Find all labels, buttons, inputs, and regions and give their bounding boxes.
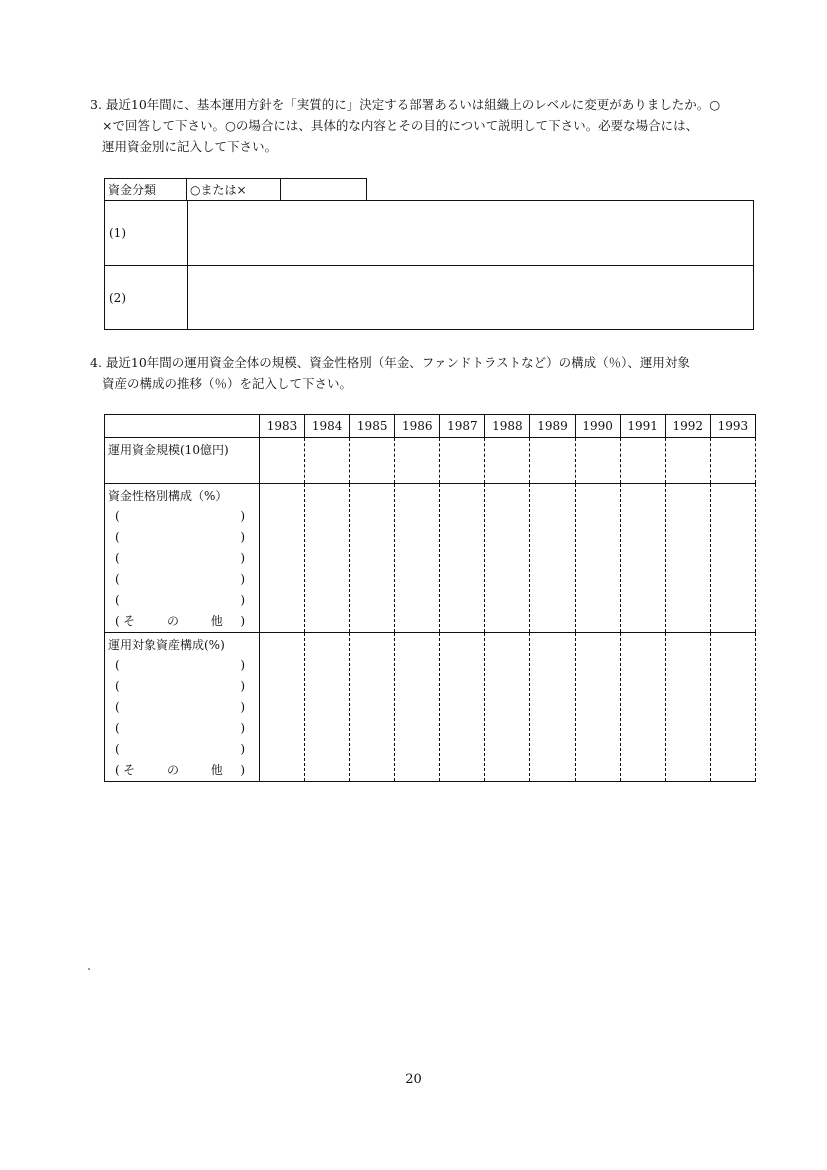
data-cell[interactable] bbox=[350, 438, 395, 484]
data-cell[interactable] bbox=[395, 633, 440, 782]
table2-year-row bbox=[105, 415, 756, 438]
year-header: 1985 bbox=[350, 415, 395, 438]
year-header: 1991 bbox=[620, 415, 665, 438]
asset-item: ( ) bbox=[115, 700, 245, 714]
question-4-line-2: 資産の構成の推移（％）を記入して下さい。 bbox=[102, 376, 353, 391]
data-cell[interactable] bbox=[305, 438, 350, 484]
data-cell[interactable] bbox=[350, 484, 395, 633]
table2-fund-type-row bbox=[105, 484, 756, 633]
year-header: 1990 bbox=[575, 415, 620, 438]
fund-type-item: ( ) bbox=[115, 551, 245, 565]
year-header: 1984 bbox=[305, 415, 350, 438]
page-number: 20 bbox=[405, 1072, 422, 1087]
table2-corner-cell bbox=[105, 415, 260, 438]
data-cell[interactable] bbox=[440, 484, 485, 633]
data-cell[interactable] bbox=[395, 438, 440, 484]
table-row bbox=[105, 201, 753, 265]
data-cell[interactable] bbox=[530, 438, 575, 484]
data-cell[interactable] bbox=[485, 633, 530, 782]
table-change-decision bbox=[104, 178, 754, 332]
question-4-line-1: 4. 最近10年間の運用資金全体の規模、資金性格別（年金、ファンドトラストなど）の構成（％）、運用対象 bbox=[90, 355, 690, 370]
table2-asset-row bbox=[105, 633, 756, 782]
question-3-line-3: 運用資金別に記入して下さい。 bbox=[102, 139, 278, 154]
scan-speck bbox=[88, 968, 90, 970]
table2-scale-row bbox=[105, 438, 756, 484]
table1-row-label: (1) bbox=[109, 226, 126, 240]
data-cell[interactable] bbox=[620, 484, 665, 633]
year-header: 1989 bbox=[530, 415, 575, 438]
question-4 bbox=[90, 352, 770, 394]
fund-type-item: ( ) bbox=[115, 530, 245, 544]
scale-label: 運用資金規模(10億円) bbox=[108, 443, 229, 457]
data-cell[interactable] bbox=[260, 484, 305, 633]
fund-type-item: ( ) bbox=[115, 593, 245, 607]
question-3-line-1: 3. 最近10年間に、基本運用方針を「実質的に」決定する部署あるいは組織上のレベルに変更がありましたか。○ bbox=[90, 97, 721, 112]
question-3-line-2: ×で回答して下さい。○の場合には、具体的な内容とその目的について説明して下さい。必要な場合には、 bbox=[102, 118, 699, 133]
data-cell[interactable] bbox=[620, 438, 665, 484]
table-fund-trend bbox=[104, 414, 756, 780]
table1-header bbox=[104, 178, 367, 201]
table1-header-fund-class: 資金分類 bbox=[105, 179, 187, 201]
data-cell[interactable] bbox=[665, 484, 710, 633]
fund-type-title: 資金性格別構成（%） bbox=[108, 489, 228, 503]
data-cell[interactable] bbox=[260, 633, 305, 782]
asset-title: 運用対象資産構成(%) bbox=[108, 638, 225, 652]
data-cell[interactable] bbox=[395, 484, 440, 633]
data-cell[interactable] bbox=[665, 633, 710, 782]
year-header: 1986 bbox=[395, 415, 440, 438]
year-header: 1987 bbox=[440, 415, 485, 438]
data-cell[interactable] bbox=[575, 438, 620, 484]
data-cell[interactable] bbox=[575, 484, 620, 633]
data-cell[interactable] bbox=[530, 484, 575, 633]
asset-item: ( ) bbox=[115, 679, 245, 693]
year-header: 1983 bbox=[260, 415, 305, 438]
year-header: 1988 bbox=[485, 415, 530, 438]
table-row bbox=[105, 265, 753, 330]
table1-body bbox=[104, 200, 754, 330]
data-cell[interactable] bbox=[440, 633, 485, 782]
data-cell[interactable] bbox=[530, 633, 575, 782]
data-cell[interactable] bbox=[575, 633, 620, 782]
year-header: 1992 bbox=[665, 415, 710, 438]
data-cell[interactable] bbox=[665, 438, 710, 484]
fund-type-other: ( そ の 他 ) bbox=[115, 614, 245, 628]
year-header: 1993 bbox=[710, 415, 755, 438]
data-cell[interactable] bbox=[440, 438, 485, 484]
fund-type-item: ( ) bbox=[115, 572, 245, 586]
asset-item: ( ) bbox=[115, 721, 245, 735]
data-cell[interactable] bbox=[710, 484, 755, 633]
data-cell[interactable] bbox=[485, 438, 530, 484]
data-cell[interactable] bbox=[305, 484, 350, 633]
data-cell[interactable] bbox=[710, 438, 755, 484]
table1-row-label: (2) bbox=[109, 291, 126, 305]
asset-item: ( ) bbox=[115, 742, 245, 756]
data-cell[interactable] bbox=[260, 438, 305, 484]
data-cell[interactable] bbox=[305, 633, 350, 782]
question-3 bbox=[90, 94, 770, 157]
table1-header-answer-field[interactable] bbox=[281, 179, 367, 201]
fund-type-item: ( ) bbox=[115, 509, 245, 523]
data-cell[interactable] bbox=[620, 633, 665, 782]
data-cell[interactable] bbox=[485, 484, 530, 633]
asset-item: ( ) bbox=[115, 658, 245, 672]
data-cell[interactable] bbox=[350, 633, 395, 782]
data-cell[interactable] bbox=[710, 633, 755, 782]
table1-header-answer: ○または× bbox=[187, 179, 281, 201]
asset-other: ( そ の 他 ) bbox=[115, 763, 245, 777]
